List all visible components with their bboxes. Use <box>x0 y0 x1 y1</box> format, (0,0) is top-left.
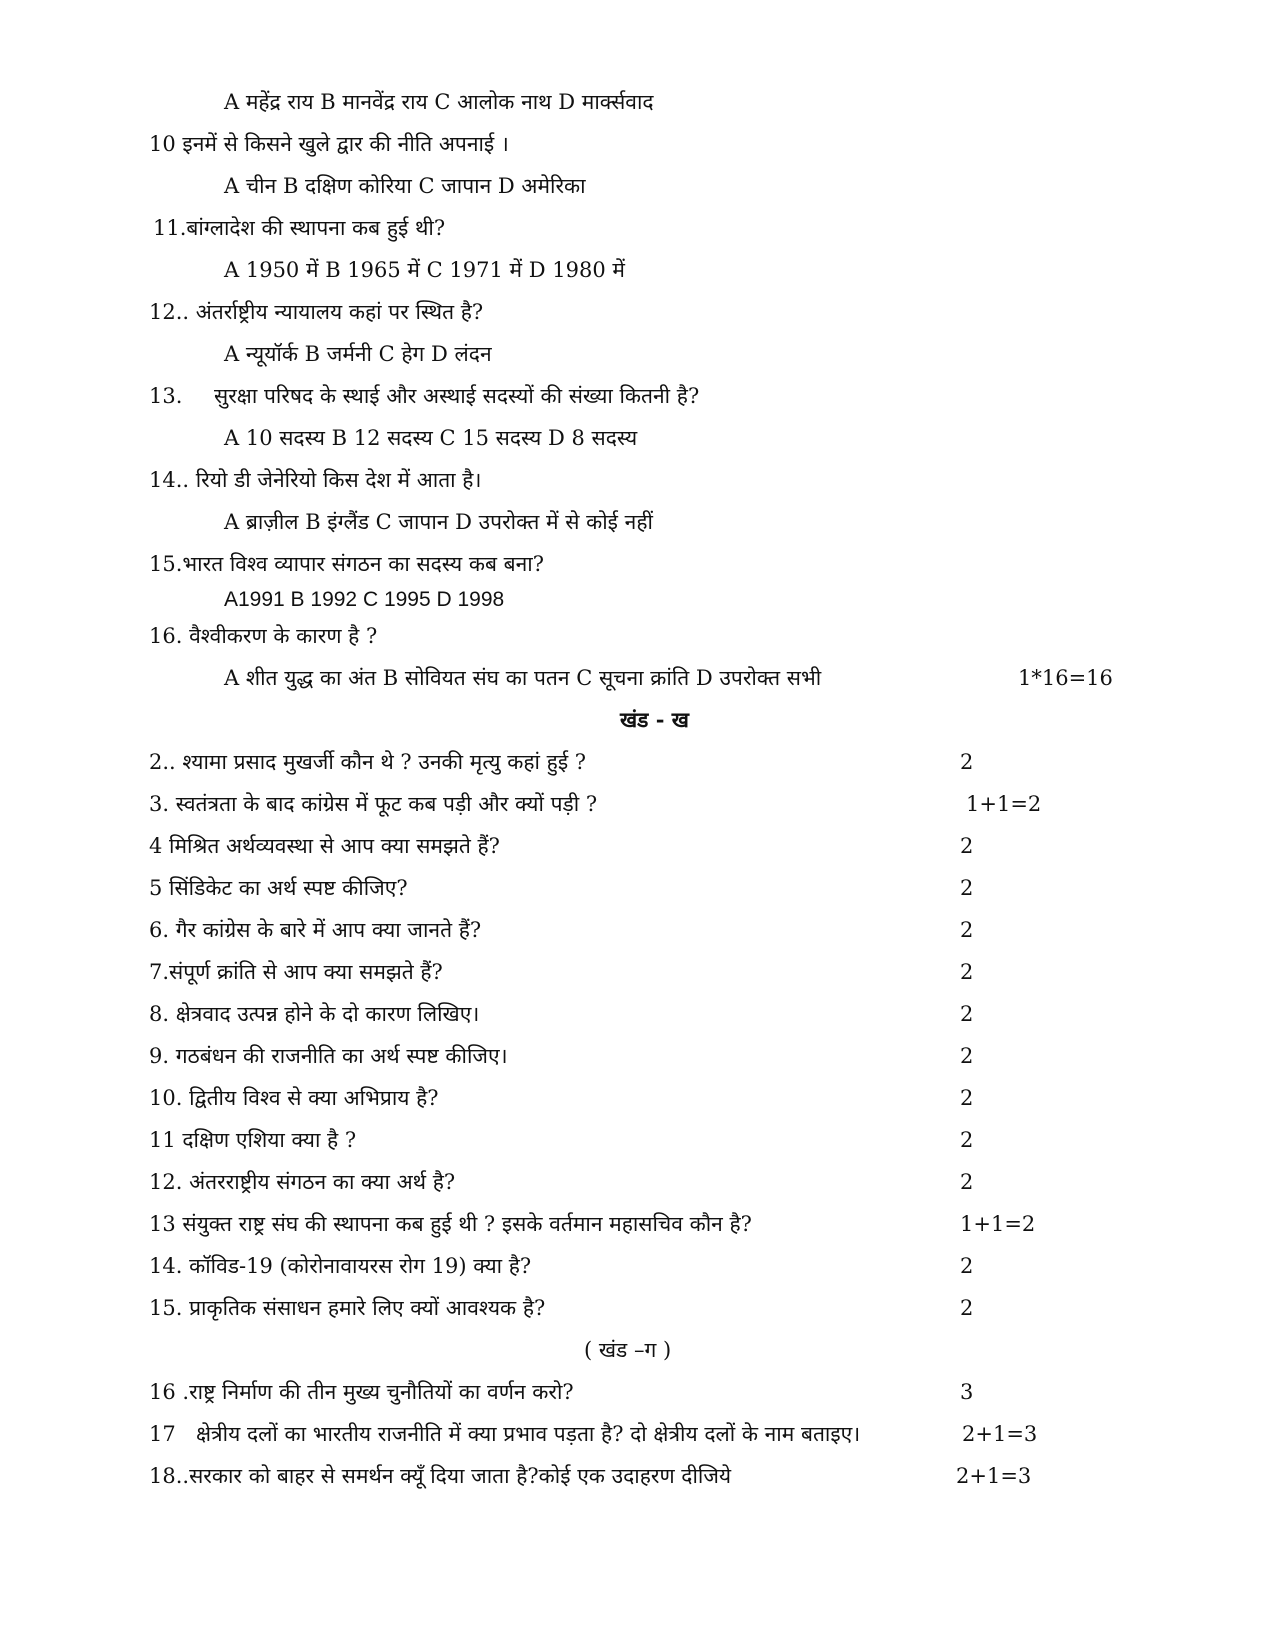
q11-options: A 1950 में B 1965 में C 1971 में D 1980 में <box>224 258 625 282</box>
q12-options: A न्यूयॉर्क B जर्मनी C हेग D लंदन <box>224 342 492 366</box>
section-b-marks-15: 2 <box>960 1296 974 1320</box>
section-c-question-16: 16 .राष्ट्र निर्माण की तीन मुख्य चुनौतियों का वर्णन करो? <box>149 1380 574 1404</box>
section-b-question-9: 9. गठबंधन की राजनीति का अर्थ स्पष्ट कीजिए। <box>149 1044 508 1068</box>
section-b-marks-12: 2 <box>960 1170 974 1194</box>
question-11-a: 11.बांग्लादेश की स्थापना कब हुई थी? <box>153 216 446 240</box>
section-b-question-12: 12. अंतरराष्ट्रीय संगठन का क्या अर्थ है? <box>149 1170 456 1194</box>
section-b-marks-9: 2 <box>960 1044 974 1068</box>
section-b-marks-5: 2 <box>960 876 974 900</box>
section-b-marks-8: 2 <box>960 1002 974 1026</box>
q16-options: A शीत युद्ध का अंत B सोवियत संघ का पतन C सूचना क्रांति D उपरोक्त सभी <box>224 666 822 690</box>
section-b-question-7: 7.संपूर्ण क्रांति से आप क्या समझते हैं? <box>149 960 443 984</box>
question-12-a: 12.. अंतर्राष्ट्रीय न्यायालय कहां पर स्थित है? <box>149 300 484 324</box>
section-b-marks-6: 2 <box>960 918 974 942</box>
section-b-marks-14: 2 <box>960 1254 974 1278</box>
section-b-marks-11: 2 <box>960 1128 974 1152</box>
section-b-question-8: 8. क्षेत्रवाद उत्पन्न होने के दो कारण लिखिए। <box>149 1002 480 1026</box>
section-b-marks-4: 2 <box>960 834 974 858</box>
q10-options: A चीन B दक्षिण कोरिया C जापान D अमेरिका <box>224 174 586 198</box>
section-c-marks-16: 3 <box>960 1380 974 1404</box>
q9-options: A महेंद्र राय B मानवेंद्र राय C आलोक नाथ D मार्क्सवाद <box>224 90 654 114</box>
section-c-heading: ( खंड –ग ) <box>584 1338 672 1362</box>
section-b-question-2: 2.. श्यामा प्रसाद मुखर्जी कौन थे ? उनकी मृत्यु कहां हुई ? <box>149 750 587 774</box>
section-c-marks-17: 2+1=3 <box>962 1422 1038 1446</box>
section-b-question-4: 4 मिश्रित अर्थव्यवस्था से आप क्या समझते हैं? <box>149 834 500 858</box>
question-16-a: 16. वैश्वीकरण के कारण है ? <box>149 624 378 648</box>
section-b-question-5: 5 सिंडिकेट का अर्थ स्पष्ट कीजिए? <box>149 876 408 900</box>
section-b-question-3: 3. स्वतंत्रता के बाद कांग्रेस में फूट कब पड़ी और क्यों पड़ी ? <box>149 792 598 816</box>
q13-options: A 10 सदस्य B 12 सदस्य C 15 सदस्य D 8 सदस्य <box>224 426 638 450</box>
section-c-question-17: क्षेत्रीय दलों का भारतीय राजनीति में क्या प्रभाव पड़ता है? दो क्षेत्रीय दलों के नाम बताइए। <box>196 1422 861 1446</box>
section-b-question-11: 11 दक्षिण एशिया क्या है ? <box>149 1128 357 1152</box>
section-b-marks-13: 1+1=2 <box>960 1212 1036 1236</box>
q14-options: A ब्राज़ील B इंग्लैंड C जापान D उपरोक्त में से कोई नहीं <box>224 510 653 534</box>
q15-options: A1991 B 1992 C 1995 D 1998 <box>224 588 505 611</box>
section-b-question-15: 15. प्राकृतिक संसाधन हमारे लिए क्यों आवश्यक है? <box>149 1296 546 1320</box>
section-c-question-17-number: 17 <box>149 1422 176 1446</box>
section-c-marks-18: 2+1=3 <box>956 1464 1032 1488</box>
question-13-a: सुरक्षा परिषद के स्थाई और अस्थाई सदस्यों की संख्या कितनी है? <box>214 384 700 408</box>
section-b-heading: खंड - ख <box>620 707 689 732</box>
question-14-a: 14.. रियो डी जेनेरियो किस देश में आता है। <box>149 468 482 492</box>
question-13-a-number: 13. <box>149 384 183 408</box>
section-b-marks-3: 1+1=2 <box>966 792 1042 816</box>
section-b-marks-10: 2 <box>960 1086 974 1110</box>
section-a-total-marks: 1*16=16 <box>1018 666 1113 690</box>
section-b-question-13: 13 संयुक्त राष्ट्र संघ की स्थापना कब हुई थी ? इसके वर्तमान महासचिव कौन है? <box>149 1212 752 1236</box>
section-b-marks-2: 2 <box>960 750 974 774</box>
question-10-a: 10 इनमें से किसने खुले द्वार की नीति अपनाई । <box>149 132 509 156</box>
question-15-a: 15.भारत विश्व व्यापार संगठन का सदस्य कब बना? <box>149 552 544 576</box>
section-b-question-10: 10. द्वितीय विश्व से क्या अभिप्राय है? <box>149 1086 439 1110</box>
section-b-marks-7: 2 <box>960 960 974 984</box>
section-b-question-14: 14. कॉविड-19 (कोरोनावायरस रोग 19) क्या है? <box>149 1254 532 1278</box>
section-b-question-6: 6. गैर कांग्रेस के बारे में आप क्या जानते हैं? <box>149 918 482 942</box>
section-c-question-18: 18..सरकार को बाहर से समर्थन क्यूँ दिया जाता है?कोई एक उदाहरण दीजिये <box>149 1464 732 1488</box>
